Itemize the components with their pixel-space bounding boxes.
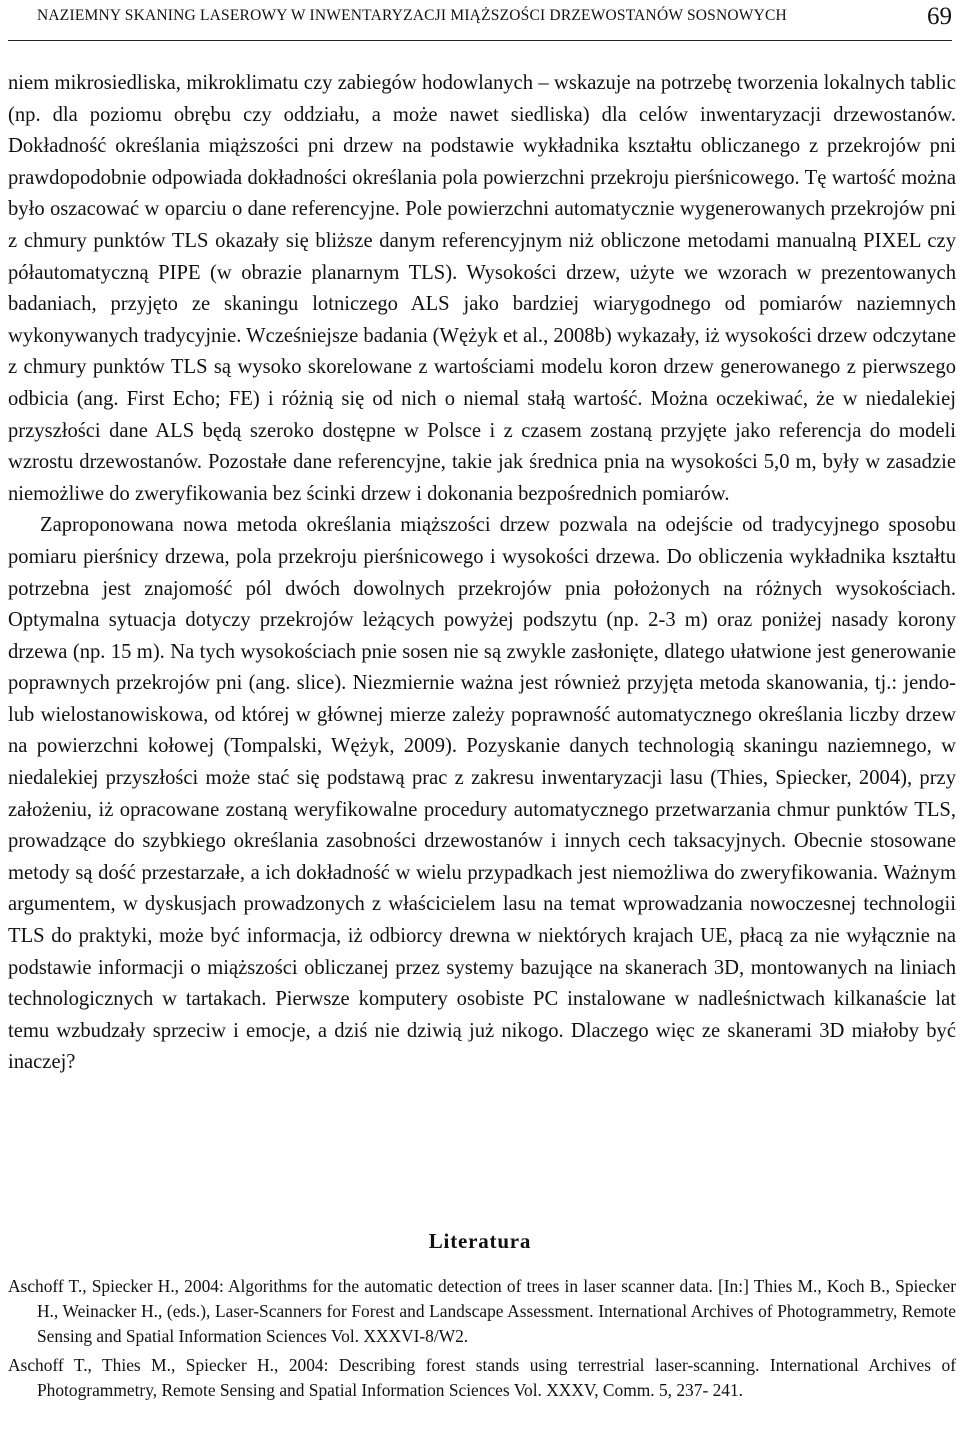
body-text <box>8 68 956 1079</box>
reference-item: Aschoff T., Thies M., Spiecker H., 2004: Describing forest stands using terrestrial laser-scanning. International Archives of Photogrammetry, Remote Sensing and Spatial Information Sciences Vol. XXXV, Comm. 5, 237- 241. <box>8 1355 956 1400</box>
reference-item: Aschoff T., Spiecker H., 2004: Algorithms for the automatic detection of trees in laser scanner data. [In:] Thies M., Koch B., Spiecker H., Weinacker H., (eds.), Laser-Scanners for Forest and Landscape Assessment. International Archives of Photogrammetry, Remote Sensing and Spatial Information Sciences Vol. XXXVI-8/W2. <box>8 1276 956 1346</box>
running-header-title: NAZIEMNY SKANING LASEROWY W INWENTARYZACJI MIĄŻSZOŚCI DRZEWOSTANÓW SOSNOWYCH <box>37 7 787 24</box>
page-number: 69 <box>927 3 952 30</box>
references-heading: Literatura <box>428 1229 532 1253</box>
running-header <box>8 0 952 41</box>
body-paragraph: Zaproponowana nowa metoda określania miąższości drzew pozwala na odejście od tradycyjnego sposobu pomiaru pierśnicy drzewa, pola przekroju pierśnicowego i wysokości drzewa. Do obliczenia wykładnika kształtu potrzebna jest znajomość pól dwóch dowolnych przekrojów pnia położonych na różnych wysokościach. Optymalna sytuacja dotyczy przekrojów leżących powyżej podszytu (np. 2-3 m) oraz poniżej nasady korony drzewa (np. 15 m). Na tych wysokościach pnie sosen nie są zwykle zasłonięte, dlatego ułatwione jest generowanie poprawnych przekrojów pni (ang. slice). Niezmiernie ważna jest również przyjęta metoda skanowania, tj.: jendo- lub wielostanowiskowa, od której w głównej mierze zależy poprawność automatycznego określania liczby drzew na powierzchni kołowej (Tompalski, Wężyk, 2009). Pozyskanie danych technologią skaningu naziemnego, w niedalekiej przyszłości może stać się podstawą prac z zakresu inwentaryzacji lasu (Thies, Spiecker, 2004), przy założeniu, iż opracowane zostaną weryfikowalne procedury automatycznego przetwarzania chmur punktów TLS, prowadzące do szybkiego określania zasobności drzewostanów i innych cech taksacyjnych. Obecnie stosowane metody są dość przestarzałe, a ich dokładność w wielu przypadkach jest niemożliwa do zweryfikowania. Ważnym argumentem, w dyskusjach prowadzonych z właścicielem lasu na temat wprowadzania nowoczesnej technologii TLS do praktyki, może być informacja, iż odbiorcy drewna w niektórych krajach UE, płacą za nie wyłącznie na podstawie informacji o miąższości obliczanej przez systemy bazujące na skanerach 3D, montowanych na liniach technologicznych w tartakach. Pierwsze komputery osobiste PC instalowane w nadleśnictwach kilkanaście lat temu wzbudzały sprzeciw i emocje, a dziś nie dziwią już nikogo. Dlaczego więc ze skanerami 3D miałoby być inaczej? <box>8 514 956 1074</box>
body-paragraph: niem mikrosiedliska, mikroklimatu czy zabiegów hodowlanych – wskazuje na potrzebę tworzenia lokalnych tablic (np. dla poziomu obrębu czy oddziału, a może nawet siedliska) dla celów inwentaryzacji drzewostanów. Dokładność określania miąższości pni drzew na podstawie wykładnika kształtu obliczanego z przekrojów pni prawdopodobnie odpowiada dokładności określania pola powierzchni przekroju pierśnicowego. Tę wartość można było oszacować w oparciu o dane referencyjne. Pole powierzchni automatycznie wygenerowanych przekrojów pni z chmury punktów TLS okazały się bliższe danym referencyjnym niż obliczone metodami manualną PIXEL czy półautomatyczną PIPE (w obrazie planarnym TLS). Wysokości drzew, użyte we wzorach w prezentowanych badaniach, przyjęto ze skaningu lotniczego ALS jako bardziej wiarygodnego od pomiarów naziemnych wykonywanych tradycyjnie. Wcześniejsze badania (Wężyk et al., 2008b) wykazały, iż wysokości drzew odczytane z chmury punktów TLS są wysoko skorelowane z wartościami modelu koron drzew generowanego z pierwszego odbicia (ang. First Echo; FE) i różnią się od nich o niemal stałą wartość. Można oczekiwać, że w niedalekiej przyszłości dane ALS będą szeroko dostępne w Polsce i z czasem zostaną przyjęte jako referencja do modeli wzrostu drzewostanów. Pozostałe dane referencyjne, takie jak średnica pnia na wysokości 5,0 m, były w zasadzie niemożliwe do zweryfikowania bez ścinki drzew i dokonania bezpośrednich pomiarów. <box>8 72 956 505</box>
references-list <box>8 1274 956 1407</box>
